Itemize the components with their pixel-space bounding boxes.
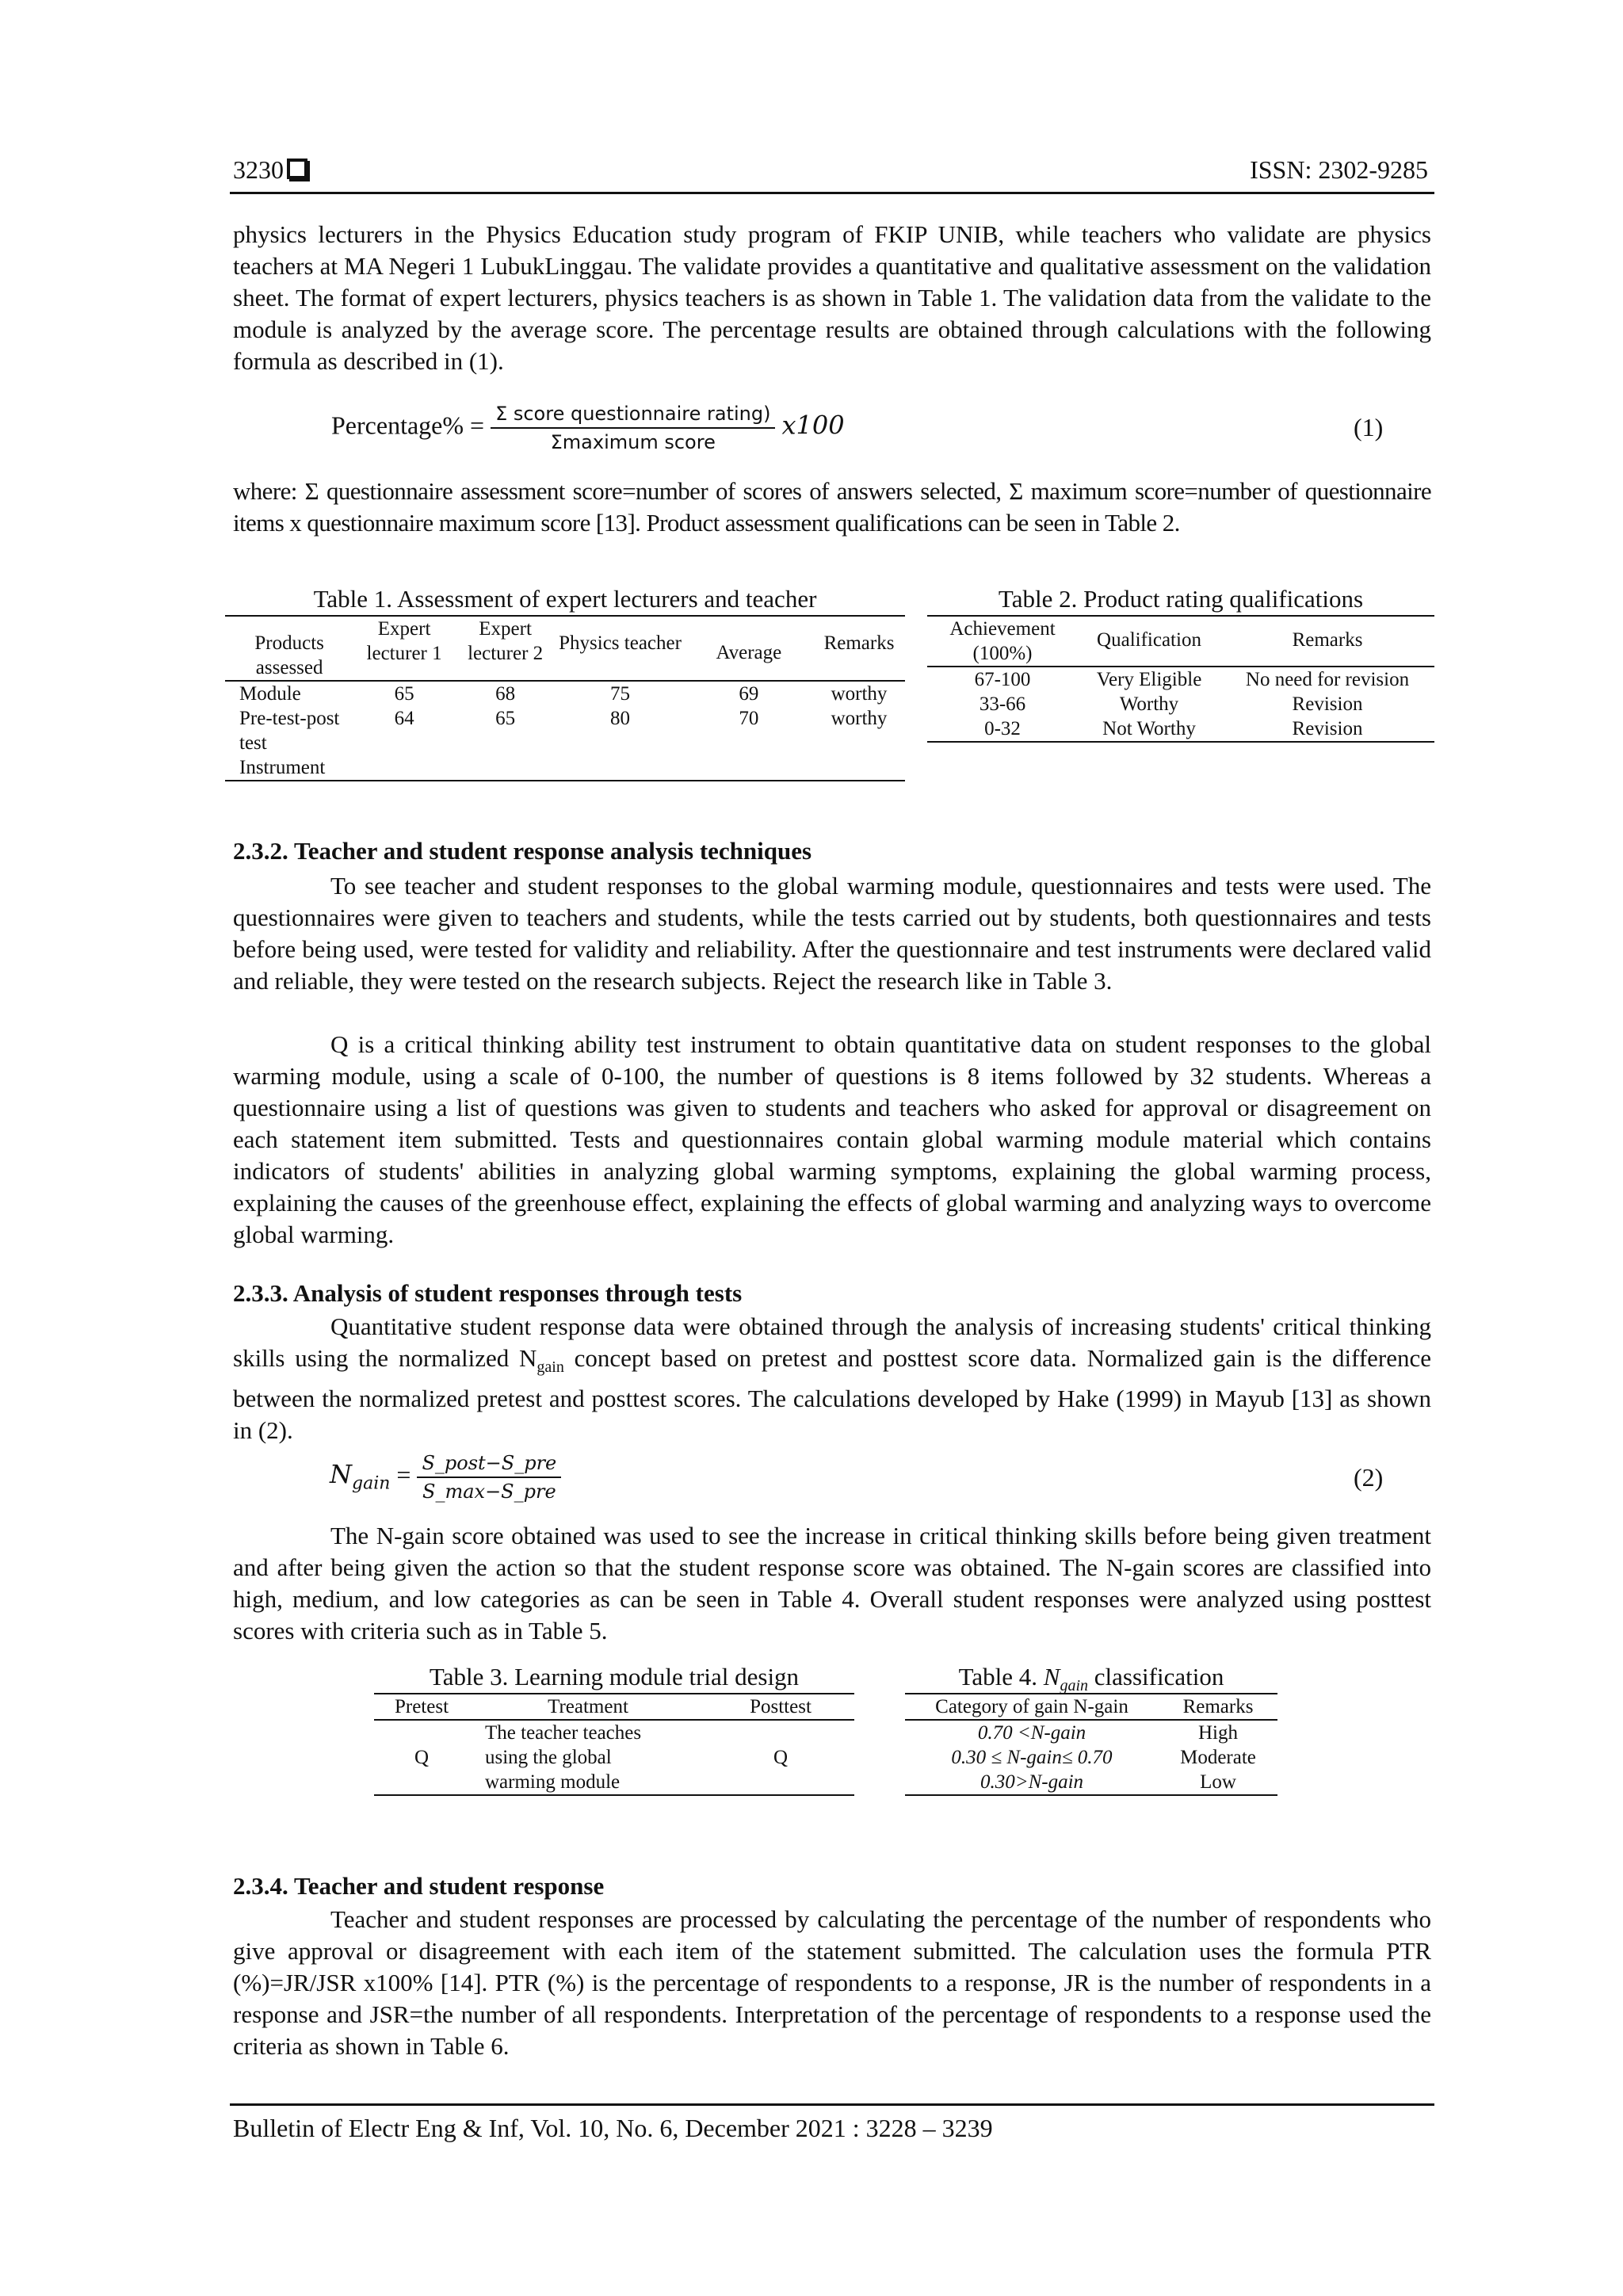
equation-2: $N_{gain}$ = $\frac{\text{S\_post−S\_pre}}{\text{S\_max−S\_pre}}$ xyxy=(330,1452,561,1503)
table4 xyxy=(905,1693,1277,1796)
table4-header: Category of gain N-gain xyxy=(935,1696,1128,1717)
equation-2-number: (2) xyxy=(1354,1463,1384,1492)
section-2-3-2-heading: 2.3.2. Teacher and student response analysis techniques xyxy=(233,837,812,865)
table-row: 67-100 Very Eligible No need for revision xyxy=(974,669,1410,690)
equation-2-fraction: $\frac{\text{S\_post−S\_pre}}{\text{S\_max−S\_pre}}$ xyxy=(417,1452,561,1503)
issn: ISSN: 2302-9285 xyxy=(1250,155,1428,184)
section-2-3-2-para1: To see teacher and student responses to the global warming module, questionnaires and tests were used. The questionnaires were given to teachers and students, while the tests carried out by students, both questionnaires and tests before being used, were tested for validity and reliability. After the questionnaire and test instruments were declared valid and reliable, they were tested on the research subjects. Reject the research like in Table 3. xyxy=(233,872,1431,995)
equation-1: Percentage% = $\frac{\text{Σ score questionnaire rating)}}{\text{Σmaximum score}}$ x100 xyxy=(331,403,845,453)
page-number: 3230 xyxy=(233,155,307,185)
table-row: Q The teacher teaches using the global warming module Q xyxy=(374,1720,854,1795)
table1-header: Expert lecturer 1 xyxy=(366,618,442,664)
section-2-3-4-heading: 2.3.4. Teacher and student response xyxy=(233,1872,605,1900)
section-2-3-4-para: Teacher and student responses are processed by calculating the percentage of the number of respondents who give approval or disagreement with each item of the statement submitted. The calculation uses the formula PTR (%)=JR/JSR x100% [14]. PTR (%) is the percentage of respondents to a response, JR is the number of respondents in a response and JSR=the number of all respondents. Interpretation of the percentage of respondents to a response used the criteria as shown in Table 6. xyxy=(233,1905,1431,2060)
section-2-3-3-para1: Quantitative student response data were obtained through the analysis of increasing students' critical thinking skills using the normalized $N_{gain}$ concept based on pretest and posttest score data. Normalized gain is the difference between the normalized pretest and posttest scores. The calculations developed by Hake (1999) in Mayub [13] as shown in (2). xyxy=(233,1312,1432,1445)
table2-header: Achievement (100%) xyxy=(949,618,1056,664)
table1-header: Remarks xyxy=(823,632,895,654)
table-row: 33-66 Worthy Revision xyxy=(979,693,1363,715)
equation-1-fraction: $\frac{\text{Σ score questionnaire rating)}}{\text{Σmaximum score}}$ xyxy=(491,403,775,453)
table4-header: Remarks xyxy=(1182,1696,1254,1717)
table4-caption: Table 4. $N_{gain}$ classification xyxy=(958,1663,1224,1695)
table-row: Pre-test-post test Instrument 64 65 80 70 worthy xyxy=(225,706,905,781)
where-paragraph: where: Σ questionnaire assessment score=number of scores of answers selected, Σ maximum score=number of questionnaire items x questionnaire maximum score [13]. Product assessment qualifications can be seen in Table 2. xyxy=(233,477,1431,537)
table1-header: Products assessed xyxy=(254,632,324,678)
table-row: 0.30>N-gain Low xyxy=(905,1770,1277,1795)
table3-header: Treatment xyxy=(548,1696,628,1717)
page-header xyxy=(230,155,1434,194)
table3-caption: Table 3. Learning module trial design xyxy=(429,1663,800,1690)
table2-caption: Table 2. Product rating qualifications xyxy=(998,585,1364,613)
table1-header: Expert lecturer 2 xyxy=(468,618,544,664)
table3-header: Posttest xyxy=(750,1696,812,1717)
table2-header: Qualification xyxy=(1097,629,1201,651)
table3-header: Pretest xyxy=(394,1696,449,1717)
intro-paragraph: physics lecturers in the Physics Education study program of FKIP UNIB, while teachers who validate are physics teachers at MA Negeri 1 LubukLinggau. The validate provides a quantitative and qualitative assessment on the validation sheet. The format of expert lecturers, physics teachers is as shown in Table 1. The validation data from the validate to the module is analyzed by the average score. The percentage results are obtained through calculations with the following formula as described in (1). xyxy=(233,220,1431,375)
section-2-3-3-para2: The N-gain score obtained was used to see the increase in critical thinking skills before being given treatment and after being given the action so that the student response score was obtained. The N-gain scores are classified into high, medium, and low categories as can be seen in Table 4. Overall student responses were analyzed using posttest scores with criteria such as in Table 5. xyxy=(233,1522,1431,1645)
table-row: 0-32 Not Worthy Revision xyxy=(927,716,1434,742)
table3 xyxy=(374,1693,854,1796)
table-row: 0.30 ≤ N-gain≤ 0.70 Moderate xyxy=(951,1747,1256,1768)
table2-header: Remarks xyxy=(1292,629,1363,651)
table1-caption: Table 1. Assessment of expert lecturers and teacher xyxy=(313,585,817,613)
table-row: Module 65 68 75 69 worthy xyxy=(225,681,905,706)
table1 xyxy=(225,615,905,781)
section-2-3-3-heading: 2.3.3. Analysis of student responses through tests xyxy=(233,1279,743,1307)
table1-header: Physics teacher xyxy=(559,632,682,654)
table-row: 0.70 <N-gain High xyxy=(977,1722,1238,1744)
equation-1-number: (1) xyxy=(1354,413,1384,441)
table1-header: Average xyxy=(716,642,782,663)
table2 xyxy=(927,615,1434,743)
page-footer: Bulletin of Electr Eng & Inf, Vol. 10, No. 6, December 2021 : 3228 – 3239 xyxy=(230,2103,1434,2143)
square-icon xyxy=(287,159,307,179)
section-2-3-2-para2: Q is a critical thinking ability test instrument to obtain quantitative data on student responses to the global warming module, using a scale of 0-100, the number of questions is 8 items followed by 32 students. Whereas a questionnaire using a list of questions was given to students and teachers who asked for approval or disagreement on each statement item submitted. Tests and questionnaires contain global warming module material which contains indicators of students' abilities in analyzing global warming symptoms, explaining the global warming process, explaining the causes of the greenhouse effect, explaining the effects of global warming and analyzing ways to overcome global warming. xyxy=(233,1030,1431,1248)
